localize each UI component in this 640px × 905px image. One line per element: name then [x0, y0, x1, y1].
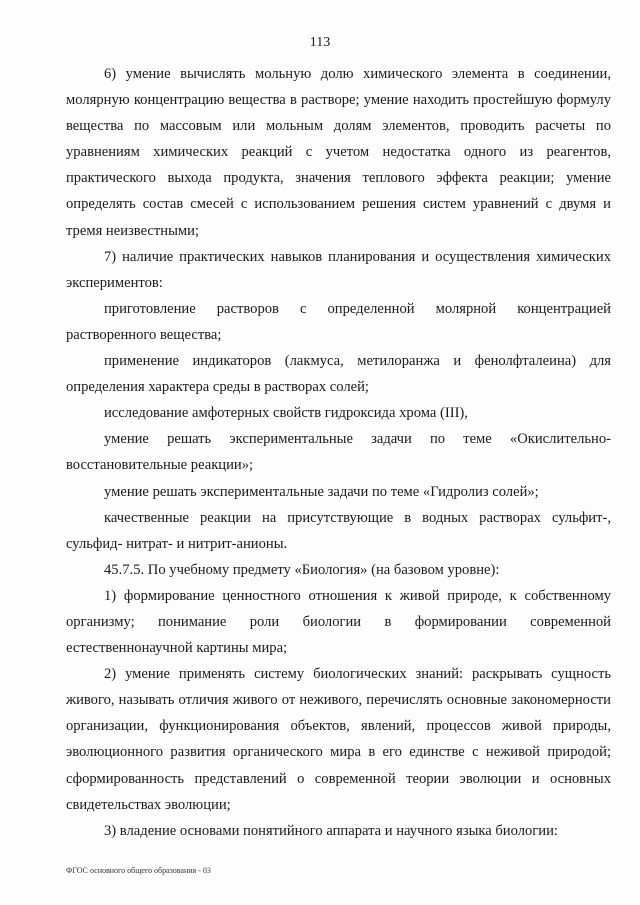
page-footer: ФГОС основного общего образования - 03 [66, 866, 211, 875]
page-number: 113 [309, 35, 331, 50]
section-heading-biology: 45.7.5. По учебному предмету «Биология» (на базовом уровне): [104, 561, 500, 578]
paragraph-hydrolysis: умение решать экспериментальные задачи по теме «Гидролиз солей»; [104, 483, 539, 500]
paragraph-indicators: применение индикаторов (лакмуса, метилоранжа и фенолфталеина) для определения характера среды в растворах солей; [66, 353, 611, 396]
paragraph-biology-3: 3) владение основами понятийного аппарата и научного языка биологии: [104, 822, 558, 839]
paragraph-biology-2: 2) умение применять систему биологических знаний: раскрывать сущность живого, называть отличия живого от неживого, перечислять основные закономерности организации, функционирования объектов, явлений, процессов живой природы, эволюционного развития органического мира в его единстве с неживой природой; сформированность представлений о современной теории эволюции и основных свидетельствах эволюции; [66, 666, 611, 813]
paragraph-qualitative: качественные реакции на присутствующие в водных растворах сульфит-, сульфид- нитрат- и нитрит-анионы. [66, 509, 611, 552]
paragraph-solutions: приготовление растворов с определенной молярной концентрацией растворенного вещества; [66, 300, 611, 343]
paragraph-item-6: 6) умение вычислять мольную долю химического элемента в соединении, молярную концентрацию вещества в растворе; умение находить простейшую формулу вещества по массовым или мольным долям элементов, проводить расчеты по уравнениям химических реакций с учетом недостатка одного из реагентов, практического выхода продукта, значения теплового эффекта реакции; умение определять состав смесей с использованием решения систем уравнений с двумя и тремя неизвестными; [66, 66, 611, 239]
paragraph-redox: умение решать экспериментальные задачи по теме «Окислительно-восстановительные реакции»; [66, 431, 611, 474]
document-body [66, 61, 611, 844]
paragraph-amphoteric: исследование амфотерных свойств гидроксида хрома (III), [104, 405, 468, 422]
paragraph-item-7: 7) наличие практических навыков планирования и осуществления химических экспериментов: [66, 248, 611, 291]
paragraph-biology-1: 1) формирование ценностного отношения к живой природе, к собственному организму; понимание роли биологии в формировании современной естественнонаучной картины мира; [66, 587, 611, 657]
